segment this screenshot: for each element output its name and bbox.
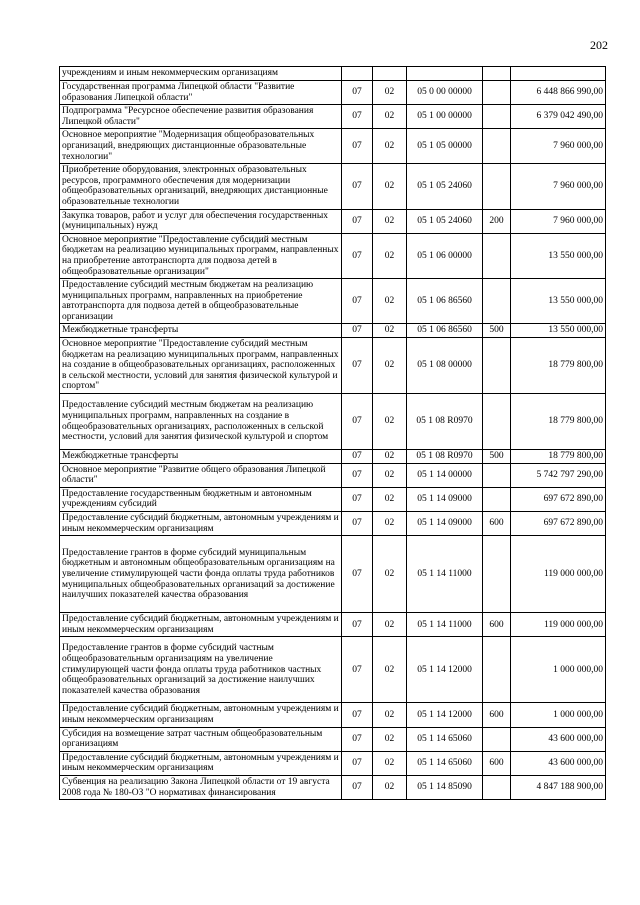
row-subsection-cell: 02 [373,703,407,727]
row-target-article-cell: 05 1 14 11000 [407,536,483,613]
row-expense-type-cell: 500 [483,324,511,338]
row-target-article-cell: 05 1 06 00000 [407,233,483,278]
row-name-cell: Межбюджетные трансферты [60,450,342,464]
table-row [60,164,606,209]
table-row [60,209,606,233]
row-amount-cell: 5 742 797 290,00 [511,463,606,487]
table-row [60,637,606,703]
row-name-cell: Предоставление субсидий бюджетным, автономным учреждениям и иным некоммерческим организациям [60,512,342,536]
row-name-cell: Предоставление государственным бюджетным и автономным учреждениям субсидий [60,487,342,511]
row-section-cell: 07 [342,463,373,487]
row-target-article-cell: 05 1 08 00000 [407,338,483,394]
row-section-cell: 07 [342,209,373,233]
row-section-cell: 07 [342,487,373,511]
row-target-article-cell: 05 1 14 65060 [407,751,483,775]
table-row [60,487,606,511]
row-section-cell: 07 [342,105,373,129]
budget-table-body [60,67,606,800]
row-subsection-cell: 02 [373,394,407,450]
row-amount-cell: 13 550 000,00 [511,279,606,324]
row-subsection-cell: 02 [373,129,407,164]
row-target-article-cell: 05 1 08 R0970 [407,450,483,464]
row-amount-cell [511,67,606,81]
row-expense-type-cell [483,463,511,487]
table-row [60,324,606,338]
table-row [60,463,606,487]
row-expense-type-cell: 500 [483,450,511,464]
row-expense-type-cell [483,129,511,164]
row-name-cell: Основное мероприятие "Развитие общего образования Липецкой области" [60,463,342,487]
row-target-article-cell: 05 1 14 65060 [407,727,483,751]
table-row [60,279,606,324]
row-target-article-cell: 05 1 08 R0970 [407,394,483,450]
row-name-cell: Межбюджетные трансферты [60,324,342,338]
row-expense-type-cell: 200 [483,209,511,233]
row-amount-cell: 18 779 800,00 [511,338,606,394]
row-subsection-cell [373,67,407,81]
table-row [60,751,606,775]
row-subsection-cell: 02 [373,512,407,536]
table-row [60,233,606,278]
row-name-cell: Приобретение оборудования, электронных образовательных ресурсов, программного обеспечения для модернизации общеобразовательных организаций, внедряющих дистанционные образовательные технологии [60,164,342,209]
row-expense-type-cell [483,637,511,703]
row-target-article-cell: 05 1 14 09000 [407,487,483,511]
row-amount-cell: 4 847 188 900,00 [511,775,606,799]
table-row [60,727,606,751]
row-subsection-cell: 02 [373,324,407,338]
row-section-cell: 07 [342,703,373,727]
row-amount-cell: 1 000 000,00 [511,703,606,727]
table-row [60,450,606,464]
page-number: 202 [590,38,608,52]
row-section-cell [342,67,373,81]
row-target-article-cell: 05 1 14 00000 [407,463,483,487]
row-subsection-cell: 02 [373,450,407,464]
row-target-article-cell [407,67,483,81]
row-target-article-cell: 05 1 14 85090 [407,775,483,799]
row-expense-type-cell [483,775,511,799]
row-expense-type-cell [483,81,511,105]
row-name-cell: Основное мероприятие "Предоставление субсидий местным бюджетам на реализацию муниципальных программ, направленных на приобретение автотранспорта для подвоза детей в общеобразовательные организации" [60,233,342,278]
table-row [60,105,606,129]
row-name-cell: Закупка товаров, работ и услуг для обеспечения государственных (муниципальных) нужд [60,209,342,233]
row-subsection-cell: 02 [373,751,407,775]
row-amount-cell: 119 000 000,00 [511,613,606,637]
table-row [60,67,606,81]
row-subsection-cell: 02 [373,775,407,799]
row-amount-cell: 7 960 000,00 [511,164,606,209]
row-target-article-cell: 05 1 14 12000 [407,703,483,727]
row-amount-cell: 1 000 000,00 [511,637,606,703]
row-amount-cell: 697 672 890,00 [511,487,606,511]
row-subsection-cell: 02 [373,105,407,129]
row-name-cell: Предоставление субсидий местным бюджетам на реализацию муниципальных программ, направленных на создание в общеобразовательных организациях, расположенных в сельской местности, условий для занятия физической культурой и спортом [60,394,342,450]
row-expense-type-cell: 600 [483,703,511,727]
row-target-article-cell: 05 1 14 09000 [407,512,483,536]
row-amount-cell: 6 448 866 990,00 [511,81,606,105]
row-expense-type-cell [483,394,511,450]
row-name-cell: Подпрограмма "Ресурсное обеспечение развития образования Липецкой области" [60,105,342,129]
row-amount-cell: 6 379 042 490,00 [511,105,606,129]
row-name-cell: Субвенция на реализацию Закона Липецкой области от 19 августа 2008 года № 180-ОЗ "О нормативах финансирования [60,775,342,799]
row-name-cell: Основное мероприятие "Модернизация общеобразовательных организаций, внедряющих дистанционные образовательные технологии" [60,129,342,164]
row-expense-type-cell [483,67,511,81]
row-expense-type-cell: 600 [483,512,511,536]
row-subsection-cell: 02 [373,279,407,324]
row-amount-cell: 13 550 000,00 [511,233,606,278]
row-section-cell: 07 [342,324,373,338]
row-amount-cell: 697 672 890,00 [511,512,606,536]
table-row [60,703,606,727]
row-section-cell: 07 [342,637,373,703]
row-amount-cell: 18 779 800,00 [511,450,606,464]
table-row [60,81,606,105]
row-target-article-cell: 05 0 00 00000 [407,81,483,105]
budget-table [59,66,606,800]
row-amount-cell: 43 600 000,00 [511,727,606,751]
row-section-cell: 07 [342,279,373,324]
row-expense-type-cell [483,487,511,511]
row-subsection-cell: 02 [373,727,407,751]
row-target-article-cell: 05 1 14 12000 [407,637,483,703]
table-row [60,512,606,536]
row-subsection-cell: 02 [373,613,407,637]
row-target-article-cell: 05 1 05 24060 [407,164,483,209]
row-amount-cell: 7 960 000,00 [511,129,606,164]
row-target-article-cell: 05 1 14 11000 [407,613,483,637]
row-expense-type-cell [483,233,511,278]
row-subsection-cell: 02 [373,209,407,233]
row-expense-type-cell: 600 [483,613,511,637]
row-name-cell: Предоставление субсидий местным бюджетам на реализацию муниципальных программ, направленных на приобретение автотранспорта для подвоза детей в общеобразовательные организации [60,279,342,324]
row-section-cell: 07 [342,775,373,799]
row-subsection-cell: 02 [373,338,407,394]
table-row [60,394,606,450]
row-subsection-cell: 02 [373,164,407,209]
row-expense-type-cell [483,164,511,209]
row-name-cell: Предоставление субсидий бюджетным, автономным учреждениям и иным некоммерческим организациям [60,751,342,775]
row-name-cell: Предоставление грантов в форме субсидий муниципальным бюджетным и автономным общеобразовательным организациям на увеличение стимулирующей части фонда оплаты труда работников муниципальных общеобразовательных организаций за достижение наилучших показателей качества образования [60,536,342,613]
row-subsection-cell: 02 [373,536,407,613]
row-name-cell: Субсидия на возмещение затрат частным общеобразовательным организациям [60,727,342,751]
table-row [60,775,606,799]
row-section-cell: 07 [342,727,373,751]
row-amount-cell: 119 000 000,00 [511,536,606,613]
table-row [60,338,606,394]
row-subsection-cell: 02 [373,233,407,278]
row-expense-type-cell [483,727,511,751]
row-section-cell: 07 [342,129,373,164]
row-section-cell: 07 [342,751,373,775]
row-amount-cell: 18 779 800,00 [511,394,606,450]
row-target-article-cell: 05 1 06 86560 [407,324,483,338]
row-expense-type-cell: 600 [483,751,511,775]
row-section-cell: 07 [342,536,373,613]
row-section-cell: 07 [342,233,373,278]
row-section-cell: 07 [342,81,373,105]
row-amount-cell: 43 600 000,00 [511,751,606,775]
row-target-article-cell: 05 1 00 00000 [407,105,483,129]
row-subsection-cell: 02 [373,463,407,487]
row-expense-type-cell [483,338,511,394]
row-expense-type-cell [483,536,511,613]
row-name-cell: учреждениям и иным некоммерческим организациям [60,67,342,81]
row-name-cell: Предоставление субсидий бюджетным, автономным учреждениям и иным некоммерческим организациям [60,613,342,637]
row-subsection-cell: 02 [373,637,407,703]
row-section-cell: 07 [342,164,373,209]
row-section-cell: 07 [342,613,373,637]
row-expense-type-cell [483,105,511,129]
table-row [60,613,606,637]
row-name-cell: Государственная программа Липецкой области "Развитие образования Липецкой области" [60,81,342,105]
row-amount-cell: 13 550 000,00 [511,324,606,338]
row-section-cell: 07 [342,450,373,464]
row-target-article-cell: 05 1 05 00000 [407,129,483,164]
row-subsection-cell: 02 [373,487,407,511]
row-name-cell: Основное мероприятие "Предоставление субсидий местным бюджетам на реализацию муниципальных программ, направленных на создание в общеобразовательных организациях, расположенных в сельской местности, условий для занятия физической культурой и спортом" [60,338,342,394]
table-row [60,536,606,613]
row-section-cell: 07 [342,394,373,450]
row-subsection-cell: 02 [373,81,407,105]
table-row [60,129,606,164]
row-amount-cell: 7 960 000,00 [511,209,606,233]
row-target-article-cell: 05 1 06 86560 [407,279,483,324]
row-target-article-cell: 05 1 05 24060 [407,209,483,233]
row-expense-type-cell [483,279,511,324]
row-name-cell: Предоставление грантов в форме субсидий частным общеобразовательным организациям на увеличение стимулирующей части фонда оплаты труда работников частных общеобразовательных организаций за достижение наилучших показателей качества образования [60,637,342,703]
row-section-cell: 07 [342,512,373,536]
row-name-cell: Предоставление субсидий бюджетным, автономным учреждениям и иным некоммерческим организациям [60,703,342,727]
row-section-cell: 07 [342,338,373,394]
